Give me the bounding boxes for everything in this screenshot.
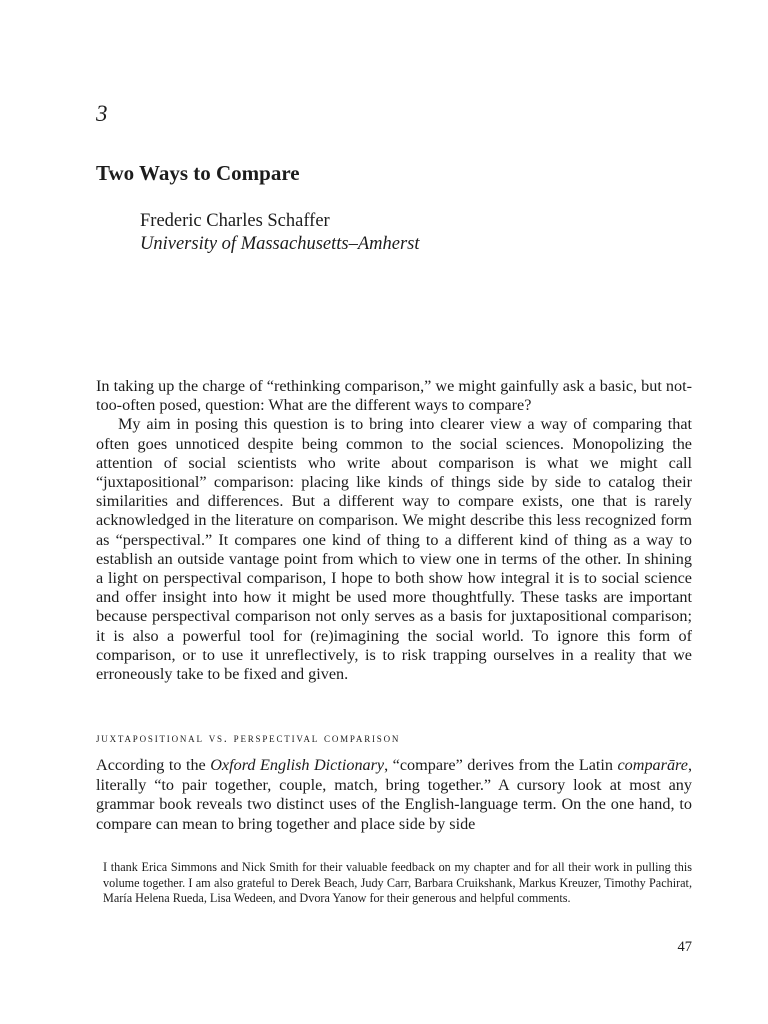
chapter-body (96, 377, 692, 684)
author-block (140, 210, 420, 256)
section-paragraph (96, 756, 692, 834)
body-paragraph-2: My aim in posing this question is to bring into clearer view a way of comparing that often goes unnoticed despite being common to the social sciences. Monopolizing the attention of social scientists who write about comparison is what we might call “juxtapositional” comparison: placing like kinds of things side by side to catalog their similarities and differences. But a different way to compare exists, one that is rarely acknowledged in the literature on comparison. We might describe this less recognized form as “perspectival.” It compares one kind of thing to a different kind of thing as a way to establish an outside vantage point from which to view one in terms of the other. In shining a light on perspectival comparison, I hope to both show how integral it is to social science and offer insight into how it might be used more thoughtfully. These tasks are important because perspectival comparison not only serves as a basis for juxtapositional comparison; it is also a powerful tool for (re)imagining the social world. To ignore this form of comparison, or to use it unreflectively, is to risk trapping ourselves in a reality that we erroneously take to be fixed and given. (96, 415, 692, 684)
body-paragraph-1: In taking up the charge of “rethinking comparison,” we might gainfully ask a basic, but not-too-often posed, question: What are the different ways to compare? (96, 377, 692, 415)
author-affiliation: University of Massachusetts–Amherst (140, 234, 420, 254)
chapter-title: Two Ways to Compare (96, 161, 300, 185)
section-text-rest: , literally “to pair together, couple, match, bring together.” A cursory look at most any grammar book reveals two distinct uses of the English-language term. On the one hand, to compare can mean to bring together and place side by side (96, 756, 692, 833)
latin-word: comparāre (617, 756, 688, 774)
author-name: Frederic Charles Schaffer (140, 211, 330, 231)
section-heading: juxtapositional vs. perspectival comparison (96, 731, 401, 745)
section-text-before-dict: According to the (96, 756, 211, 774)
section-body (96, 756, 692, 834)
section-text-after-dict: , “compare” derives from the Latin (384, 756, 618, 774)
chapter-number: 3 (96, 101, 108, 126)
page-number: 47 (677, 939, 692, 955)
dictionary-title: Oxford English Dictionary (210, 756, 385, 774)
acknowledgment-footnote: I thank Erica Simmons and Nick Smith for their valuable feedback on my chapter and for all their work in pulling this volume together. I am also grateful to Derek Beach, Judy Carr, Barbara Cruikshank, Markus Kreuzer, Timothy Pachirat, María Helena Rueda, Lisa Wedeen, and Dvora Yanow for their generous and helpful comments. (103, 860, 692, 905)
